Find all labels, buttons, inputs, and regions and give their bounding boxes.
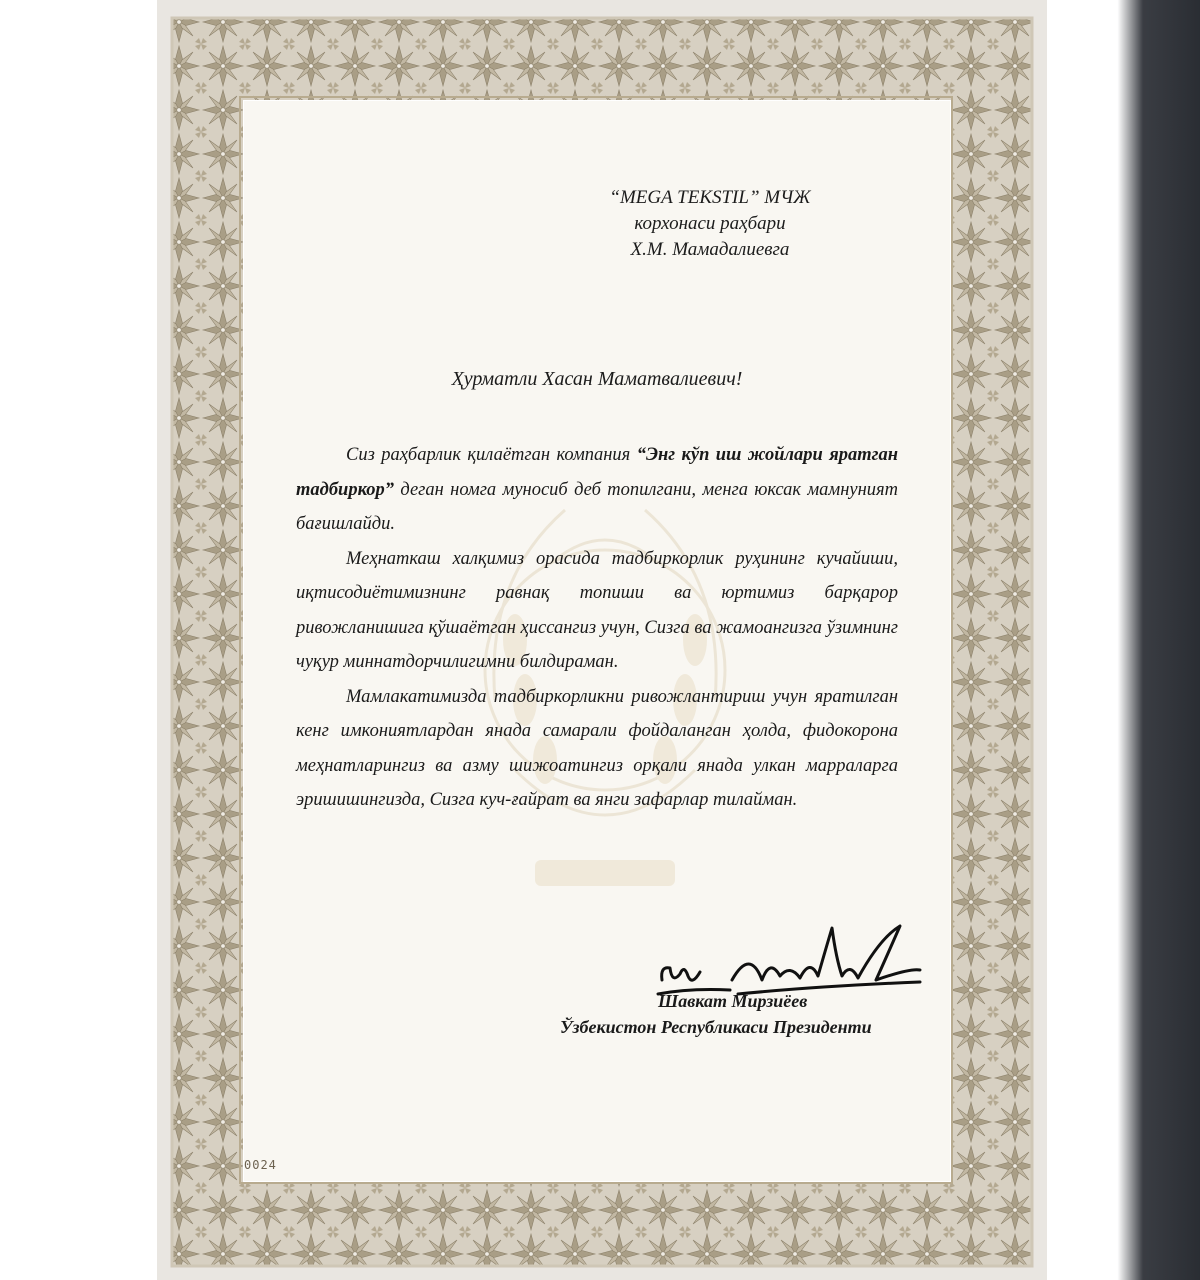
salutation: Ҳурматли Хасан Маматвалиевич! bbox=[451, 368, 743, 390]
letter-body bbox=[296, 438, 898, 818]
serial-number: 0024 bbox=[244, 1158, 277, 1172]
addressee-company: “MEGA TEKSTIL” МЧЖ bbox=[609, 187, 811, 208]
addressee-position: корхонаси раҳбари bbox=[634, 213, 786, 234]
signatory-name: Шавкат Мирзиёев bbox=[658, 991, 808, 1011]
paragraph-3: Мамлакатимизда тадбиркорликни ривожлантириш учун яратилган кенг имкониятлардан янада самарали фойдаланган ҳолда, фидокорона меҳнатларингиз ва азму шижоатингиз орқали янада улкан марраларга эришишингизда, Сизга куч-ғайрат ва янги зафарлар тилайман. bbox=[296, 686, 898, 810]
signatory-block bbox=[560, 988, 920, 1040]
award-title: “Энг кўп иш жойлари яратган тадбиркор” bbox=[296, 445, 898, 500]
paragraph-1: Сиз раҳбарлик қилаётган компания “Энг кўп иш жойлари яратган тадбиркор” деган номга муносиб деб топилгани, менга юксак мамнуният бағишлайди. bbox=[296, 445, 898, 534]
paragraph-2: Меҳнаткаш халқимиз орасида тадбиркорлик руҳининг кучайиши, иқтисодиётимизнинг равнақ топиши ва юртимиз барқарор ривожланишига қўшаётган ҳиссангиз учун, Сизга ва жамоангизга ўзимнинг чуқур миннатдорчилигимни билдираман. bbox=[296, 548, 898, 672]
addressee-name: Х.М. Мамадалиевга bbox=[630, 239, 790, 260]
addressee-block bbox=[560, 185, 860, 263]
signatory-title: Ўзбекистон Республикаси Президенти bbox=[560, 1017, 872, 1037]
